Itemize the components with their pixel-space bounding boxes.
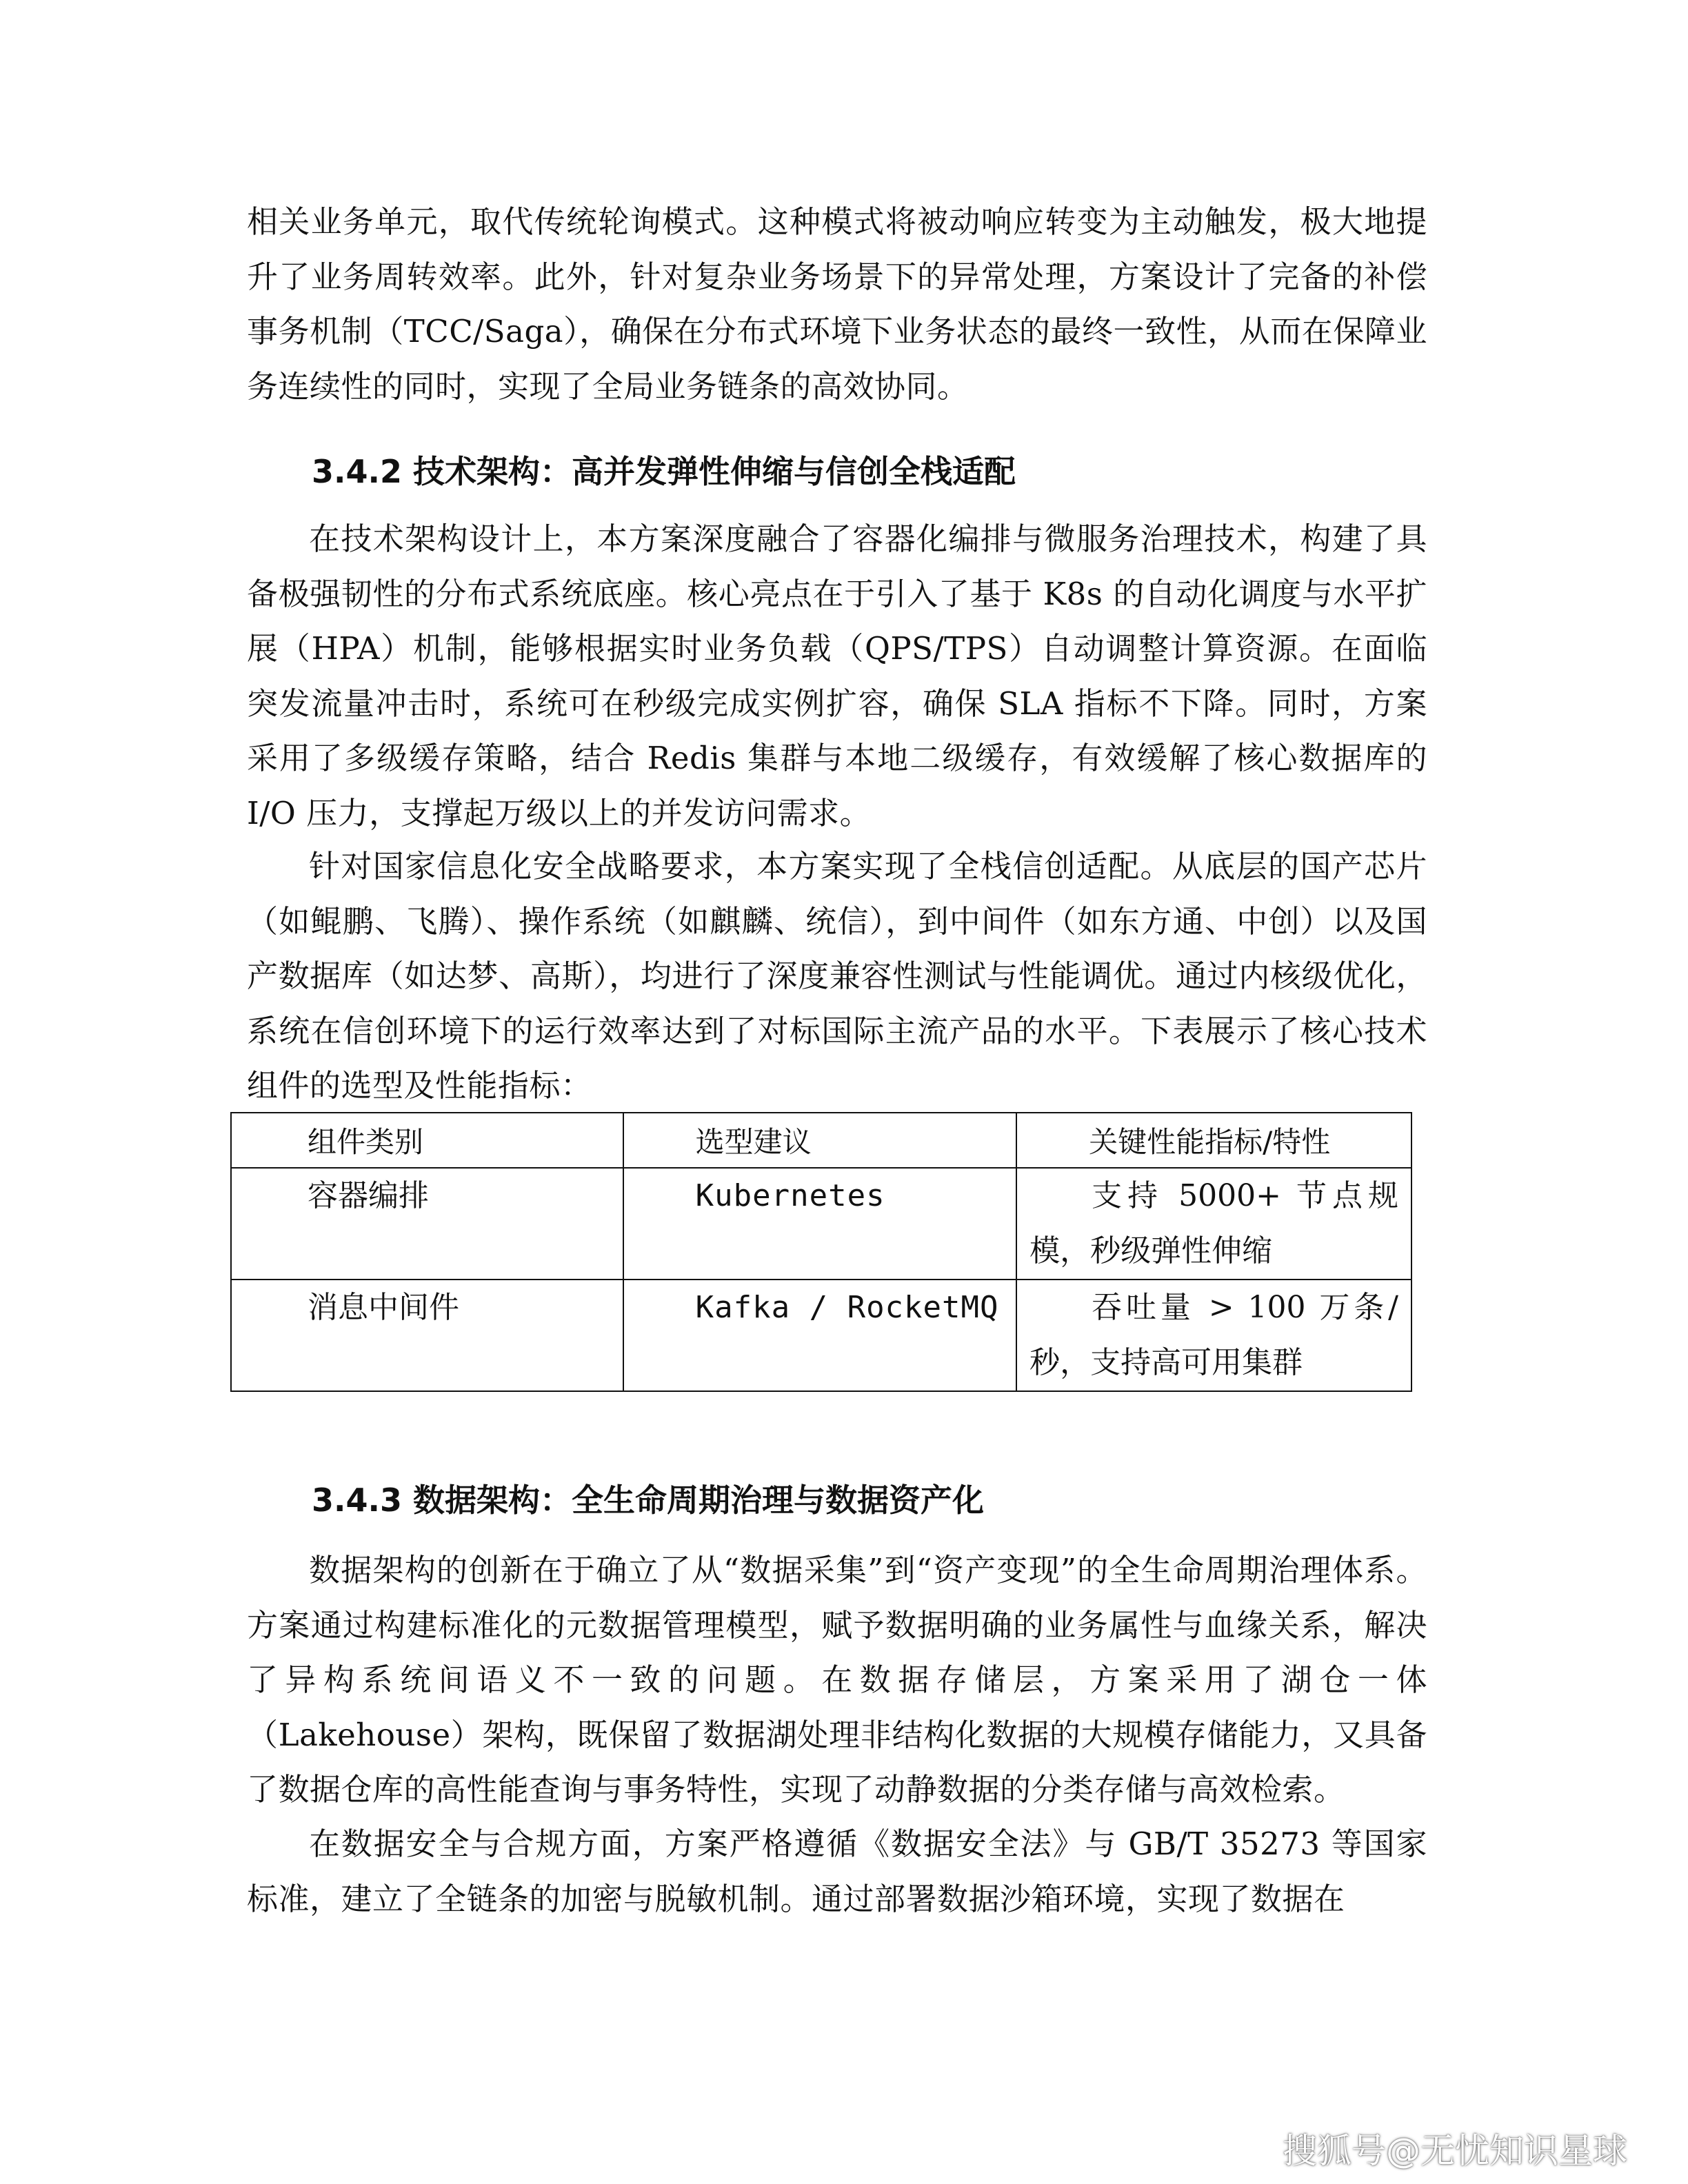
table-cell <box>231 1280 623 1391</box>
table-cell <box>623 1168 1016 1280</box>
table-cell <box>1016 1280 1411 1391</box>
header-selection: 选型建议 <box>695 1125 812 1159</box>
table-header-cell <box>1016 1113 1411 1168</box>
cell-category: 容器编排 <box>308 1178 429 1213</box>
cell-selection: Kubernetes <box>695 1178 885 1213</box>
table-cell <box>231 1168 623 1280</box>
table-cell <box>623 1280 1016 1391</box>
component-spec-table <box>230 1112 1412 1392</box>
watermark: 搜狐号@无忧知识星球 <box>1283 2131 1627 2171</box>
header-key-metrics: 关键性能指标/特性 <box>1089 1125 1331 1159</box>
paragraph-data-security: 在数据安全与合规方面，方案严格遵循《数据安全法》与 GB/T 35273 等国家标准，建立了全链条的加密与脱敏机制。通过部署数据沙箱环境，实现了数据在 <box>247 1826 1427 1917</box>
header-component-category: 组件类别 <box>308 1125 424 1159</box>
section-heading-data-architecture: 3.4.3 数据架构：全生命周期治理与数据资产化 <box>312 1482 984 1519</box>
table-cell <box>1016 1168 1411 1280</box>
paragraph-xinchuang-adaptation: 针对国家信息化安全战略要求，本方案实现了全栈信创适配。从底层的国产芯片（如鲲鹏、飞腾）、操作系统（如麒麟、统信），到中间件（如东方通、中创）以及国产数据库（如达梦、高斯），均进行了深度兼容性测试与性能调优。通过内核级优化，系统在信创环境下的运行效率达到了对标国际主流产品的水平。下表展示了核心技术组件的选型及性能指标： <box>247 848 1427 1104</box>
table-header-cell <box>231 1113 623 1168</box>
cell-metrics: 吞吐量 > 100 万条/秒，支持高可用集群 <box>1029 1290 1398 1380</box>
cell-category: 消息中间件 <box>308 1290 459 1325</box>
table-header-cell <box>623 1113 1016 1168</box>
paragraph-workflow-continuation: 相关业务单元，取代传统轮询模式。这种模式将被动响应转变为主动触发，极大地提升了业务周转效率。此外，针对复杂业务场景下的异常处理，方案设计了完备的补偿事务机制（TCC/Saga），确保在分布式环境下业务状态的最终一致性，从而在保障业务连续性的同时，实现了全局业务链条的高效协同。 <box>247 203 1427 405</box>
table-row <box>231 1280 1411 1391</box>
table-row <box>231 1168 1411 1280</box>
cell-selection: Kafka / RocketMQ <box>695 1290 999 1325</box>
paragraph-tech-architecture: 在技术架构设计上，本方案深度融合了容器化编排与微服务治理技术，构建了具备极强韧性的分布式系统底座。核心亮点在于引入了基于 K8s 的自动化调度与水平扩展（HPA）机制，能够根据实时业务负载（QPS/TPS）自动调整计算资源。在面临突发流量冲击时，系统可在秒级完成实例扩容，确保 SLA 指标不下降。同时，方案采用了多级缓存策略，结合 Redis 集群与本地二级缓存，有效缓解了核心数据库的 I/O 压力，支撑起万级以上的并发访问需求。 <box>247 520 1427 831</box>
cell-metrics: 支持 5000+ 节点规模，秒级弹性伸缩 <box>1029 1178 1398 1268</box>
section-heading-tech-architecture: 3.4.2 技术架构：高并发弹性伸缩与信创全栈适配 <box>312 453 1016 490</box>
table-header-row <box>231 1113 1411 1168</box>
paragraph-data-architecture: 数据架构的创新在于确立了从“数据采集”到“资产变现”的全生命周期治理体系。方案通过构建标准化的元数据管理模型，赋予数据明确的业务属性与血缘关系，解决了异构系统间语义不一致的问题。在数据存储层，方案采用了湖仓一体（Lakehouse）架构，既保留了数据湖处理非结构化数据的大规模存储能力，又具备了数据仓库的高性能查询与事务特性，实现了动静数据的分类存储与高效检索。 <box>247 1552 1427 1808</box>
